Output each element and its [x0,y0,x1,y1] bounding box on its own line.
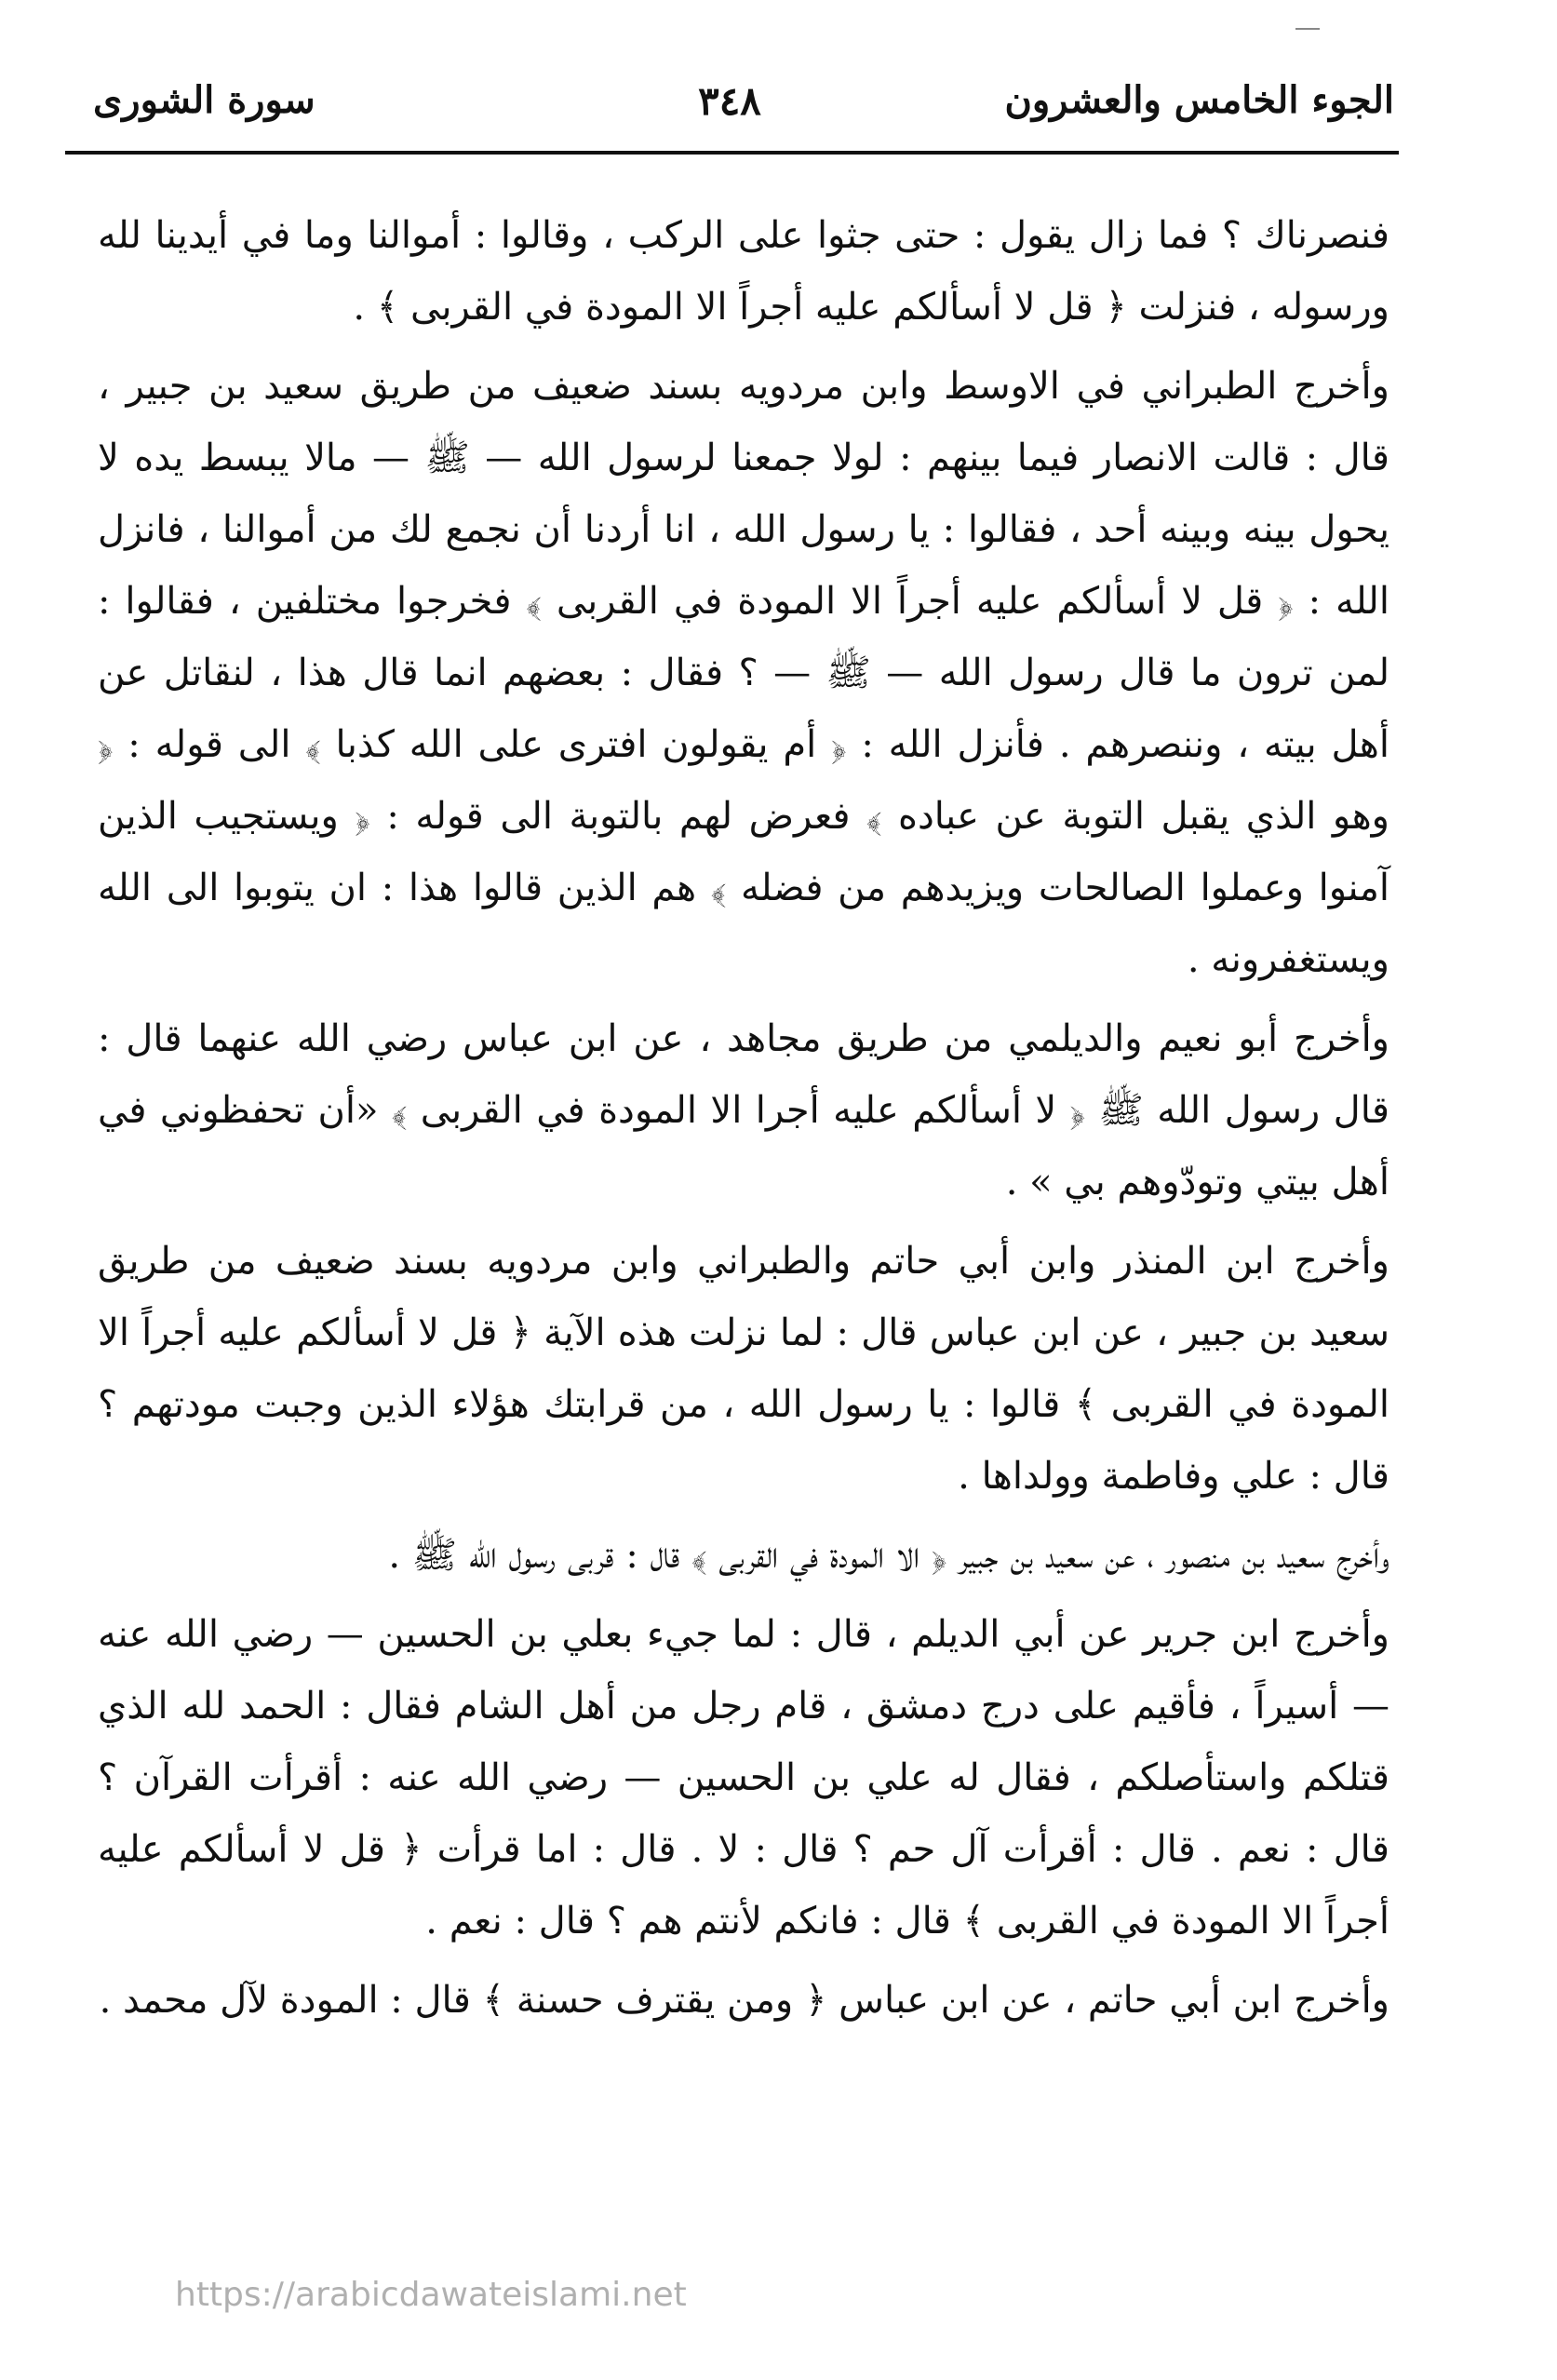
part-title: الجوء الخامس والعشرون [1004,78,1394,122]
surah-title: سورة الشورى [93,78,315,122]
page-number: ٣٤٨ [698,78,761,124]
scan-mark [1295,28,1320,30]
header-divider [65,151,1399,155]
paragraph-4: وأخرج ابن المنذر وابن أبي حاتم والطبراني وابن مردويه بسند ضعيف من طريق سعيد بن جبير ، عن ابن عباس قال : لما نزلت هذه الآية ﴿ قل لا أسألكم عليه أجراً الا المودة في القربى ﴾ قالوا : يا رسول الله ، من قرابتك هؤلاء الذين وجبت مودتهم ؟ قال : علي وفاطمة وولداها . [98,1240,1390,1498]
watermark-url: https://arabicdawateislami.net [175,2276,687,2314]
paragraph-6: وأخرج ابن جرير عن أبي الديلم ، قال : لما جيء بعلي بن الحسين — رضي الله عنه — أسيراً ، فأقيم على درج دمشق ، قام رجل من أهل الشام فقال : الحمد لله الذي قتلكم واستأصلكم ، فقال له علي بن الحسين — رضي الله عنه : أقرأت القرآن ؟ قال : نعم . قال : أقرأت آل حم ؟ قال : لا . قال : اما قرأت ﴿ قل لا أسألكم عليه أجراً الا المودة في القربى ﴾ قال : فانكم لأنتم هم ؟ قال : نعم . [98,1613,1389,1943]
paragraph-2: وأخرج الطبراني في الاوسط وابن مردويه بسند ضعيف من طريق سعيد بن جبير ، قال : قالت الانصار فيما بينهم : لولا جمعنا لرسول الله — ﷺ — مالا يبسط يده لا يحول بينه وبينه أحد ، فقالوا : يا رسول الله ، انا أردنا أن نجمع لك من أموالنا ، فانزل الله : ﴿ قل لا أسألكم عليه أجراً الا المودة في القربى ﴾ فخرجوا مختلفين ، فقالوا : لمن ترون ما قال رسول الله — ﷺ — ؟ فقال : بعضهم انما قال هذا ، لنقاتل عن أهل بيته ، وننصرهم . فأنزل الله : ﴿ أم يقولون افترى على الله كذبا ﴾ الى قوله : ﴿ وهو الذي يقبل التوبة عن عباده ﴾ فعرض لهم بالتوبة الى قوله : ﴿ ويستجيب الذين آمنوا وعملوا الصالحات ويزيدهم من فضله ﴾ هم الذين قالوا هذا : ان يتوبوا الى الله ويستغفرونه . [98,365,1389,981]
paragraph-3: وأخرج أبو نعيم والديلمي من طريق مجاهد ، عن ابن عباس رضي الله عنهما قال : قال رسول الله ﷺ ﴿ لا أسألكم عليه أجرا الا المودة في القربى ﴾ «أن تحفظوني في أهل بيتي وتودّوهم بي » . [98,1017,1389,1203]
paragraph-7: وأخرج ابن أبي حاتم ، عن ابن عباس ﴿ ومن يقترف حسنة ﴾ قال : المودة لآل محمد . [99,1979,1389,2022]
page-header [65,65,1394,140]
paragraph-5: وأخرج سعيد بن منصور ، عن سعيد بن جبير ﴿ الا المودة في القربى ﴾ قال : قربى رسول الله ﷺ . [388,1534,1389,1577]
paragraph-1: فنصرناك ؟ فما زال يقول : حتى جثوا على الركب ، وقالوا : أموالنا وما في أيدينا لله ورسوله ، فنزلت ﴿ قل لا أسألكم عليه أجراً الا المودة في القربى ﴾ . [98,214,1389,329]
page-body [98,200,1389,2044]
